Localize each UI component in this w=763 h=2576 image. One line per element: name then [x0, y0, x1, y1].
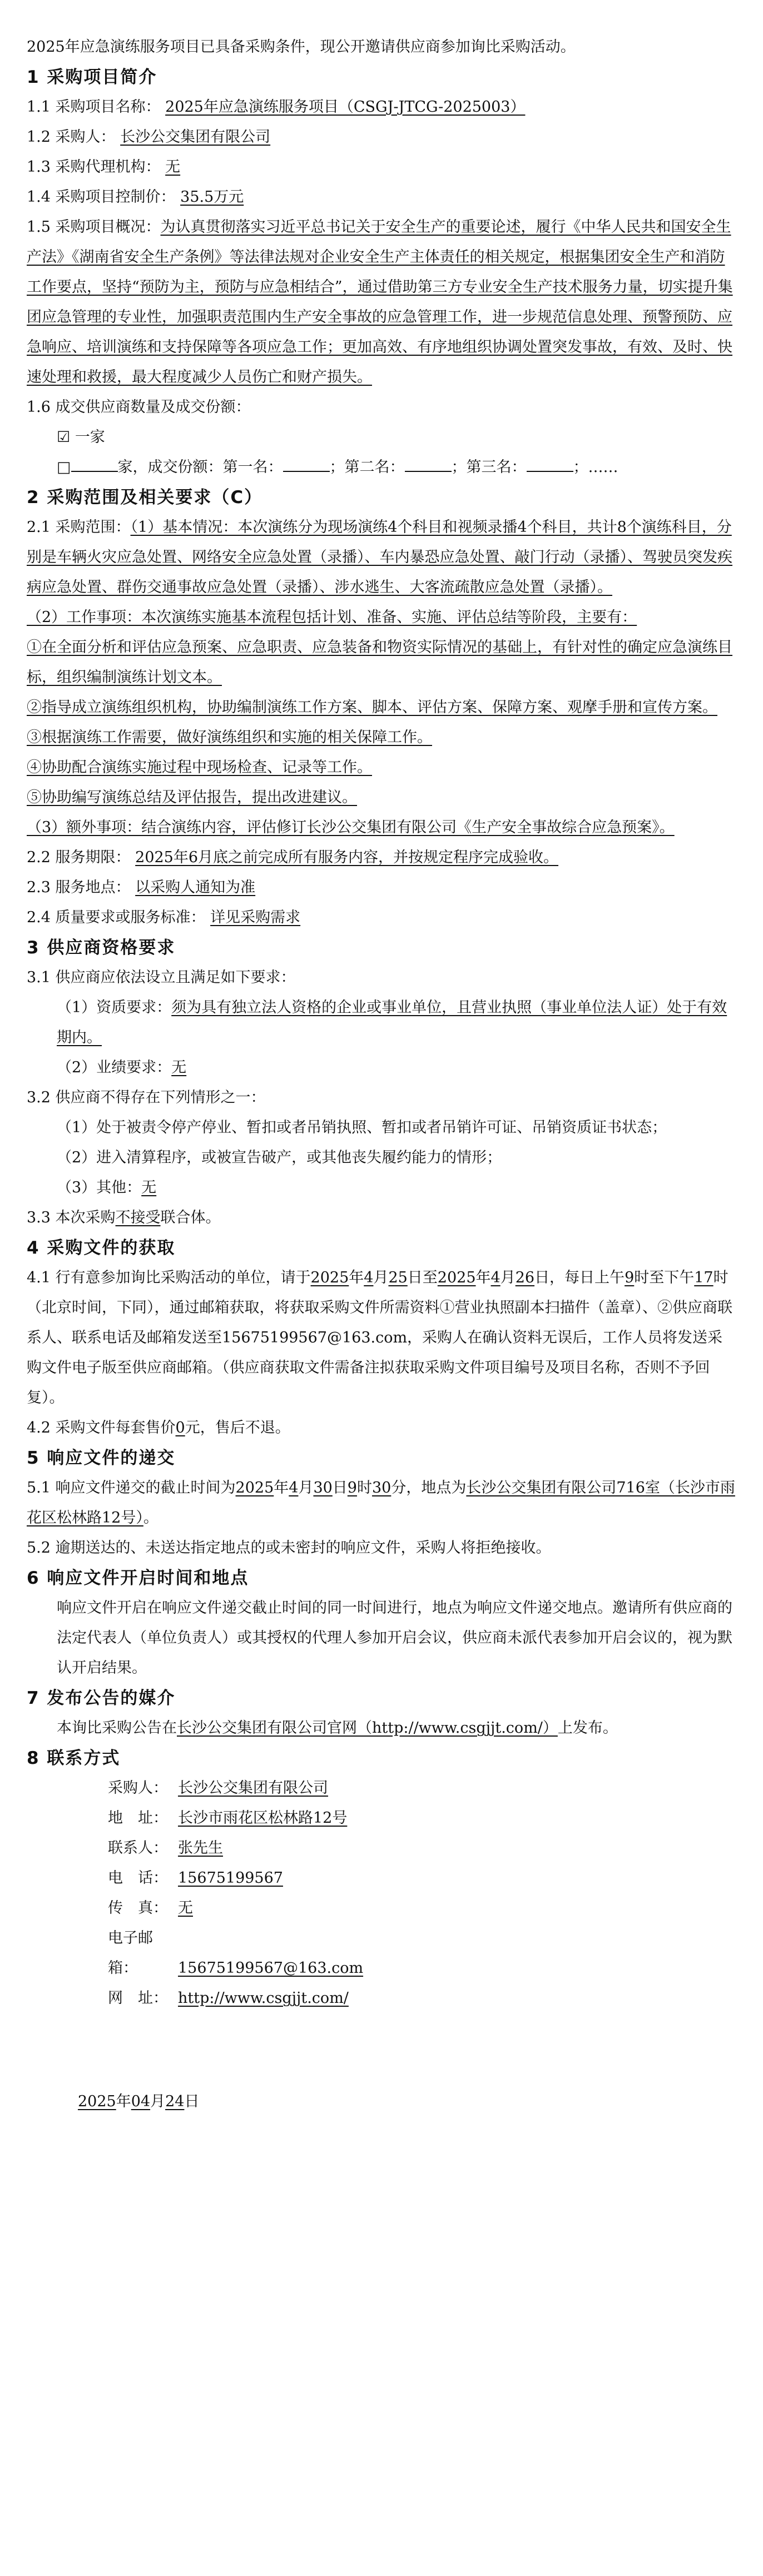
intro-paragraph: 2025年应急演练服务项目已具备采购条件，现公开邀请供应商参加询比采购活动。	[27, 38, 576, 56]
scope-item-4: ④协助配合演练实施过程中现场检查、记录等工作。	[27, 759, 372, 776]
contact-row-person: 联系人： 张先生	[108, 1839, 223, 1857]
media-line: 本询比采购公告在长沙公交集团有限公司官网（http://www.csgjjt.com/）上发布。	[57, 1719, 618, 1737]
contact-row-phone: 电 话： 15675199567	[108, 1869, 283, 1887]
scope-work-items: （2）工作事项：本次演练实施基本流程包括计划、准备、实施、评估总结等阶段，主要有：	[27, 609, 637, 626]
scope-basic-text: （1）基本情况：本次演练分为现场演练4个科目和视频录播4个科目，共计8个演练科目，分别是车辆火灾应急处置、网络安全应急处置（录播）、车内暴恐应急处置、敲门行动（录播）、驾驶员突发疾病应急处置、群伤交通事故应急处置（录播）、涉水逃生、大客流疏散应急处置（录播）。	[27, 519, 732, 596]
first-share-blank	[283, 455, 330, 472]
section-3-title: 3 供应商资格要求	[27, 938, 176, 958]
scope-item-1: ①在全面分析和评估应急预案、应急职责、应急装备和物资实际情况的基础上，有针对性的确定应急演练目标，组织编制演练计划文本。	[27, 639, 732, 686]
requirement-3-2: 3.2 供应商不得存在下列情形之一：	[27, 1089, 266, 1106]
agent-line: 1.3 采购代理机构： 无	[27, 158, 181, 176]
suppliers-line: 1.6 成交供应商数量及成交份额：	[27, 399, 251, 416]
contact-website-link[interactable]: http://www.csgjjt.com/	[178, 1990, 349, 2007]
overview-paragraph: 1.5 采购项目概况：为认真贯彻落实习近平总书记关于安全生产的重要论述，履行《中华人民共和国安全生产法》《湖南省安全生产条例》等法律法规对企业安全生产主体责任的相关规定，根据集团安全生产和消防工作要点，坚持“预防为主，预防与应急相结合”，通过借助第三方专业安全生产技术服务力量，切实提升集团应急管理的专业性，加强职责范围内生产安全事故的应急管理工作，进一步规范信息处理、预警预防、应急响应、培训演练和支持保障等各项应急工作；更加高效、有序地组织协调处置突发事故，有效、及时、快速处理和救援，最大程度减少人员伤亡和财产损失。	[27, 218, 733, 386]
contact-list	[27, 1773, 736, 2013]
count-blank	[71, 455, 118, 472]
supplier-option-one: ☑ 一家	[57, 429, 105, 446]
media-link[interactable]: 长沙公交集团有限公司官网（http://www.csgjjt.com/）	[177, 1719, 558, 1737]
exclusion-1: （1）处于被责令停产停业、暂扣或者吊销执照、暂扣或者吊销许可证、吊销资质证书状态；	[57, 1119, 667, 1136]
section-5-title: 5 响应文件的递交	[27, 1448, 176, 1468]
section-4-title: 4 采购文件的获取	[27, 1238, 176, 1258]
contact-row-fax: 传 真： 无	[108, 1899, 193, 1917]
performance-value: 无	[171, 1059, 187, 1076]
project-name-line: 1.1 采购项目名称： 2025年应急演练服务项目（CSGJ-JTCG-2025003）	[27, 98, 526, 116]
buyer-value: 长沙公交集团有限公司	[120, 128, 271, 146]
consortium-value: 不接受	[115, 1209, 161, 1226]
document-acquisition-paragraph: 4.1 行有意参加询比采购活动的单位，请于2025年4月25日至2025年4月26日，每日上午9时至下午17时（北京时间，下同），通过邮箱获取，将获取采购文件所需资料①营业执照副本扫描件（盖章）、②供应商联系人、联系电话及邮箱发送至15675199567@163.com，采购人在确认资料无误后，工作人员将发送采购文件电子版至供应商邮箱。（供应商获取文件需备注拟获取采购文件项目编号及项目名称，否则不予回复）。	[27, 1269, 732, 1406]
section-1-title: 1 采购项目简介	[27, 67, 157, 87]
contact-email-link[interactable]: 15675199567@163.com	[178, 1960, 364, 1977]
service-place-value: 以采购人通知为准	[135, 879, 256, 896]
service-period-value: 2025年6月底之前完成所有服务内容，并按规定程序完成验收。	[135, 849, 559, 866]
closing-date: 2025年04月24日	[78, 2093, 200, 2110]
scope-item-5: ⑤协助编写演练总结及评估报告，提出改进建议。	[27, 789, 357, 806]
contact-row-website: 网 址： http://www.csgjjt.com/	[108, 1990, 349, 2007]
quality-value: 详见采购需求	[210, 909, 301, 926]
document-price-line: 4.2 采购文件每套售价0元，售后不退。	[27, 1419, 290, 1436]
section-6-title: 6 响应文件开启时间和地点	[27, 1568, 249, 1588]
submission-address: 长沙公交集团有限公司716室（长沙市雨花区松林路12号）	[27, 1479, 735, 1526]
second-share-blank	[405, 455, 452, 472]
section-2-title: 2 采购范围及相关要求（C）	[27, 488, 263, 508]
price-line: 1.4 采购项目控制价： 35.5万元	[27, 188, 244, 206]
scope-item-3: ③根据演练工作需要，做好演练组织和实施的相关保障工作。	[27, 729, 432, 746]
overview-text: 为认真贯彻落实习近平总书记关于安全生产的重要论述，履行《中华人民共和国安全生产法》《湖南省安全生产条例》等法律法规对企业安全生产主体责任的相关规定，根据集团安全生产和消防工作要点，坚持“预防为主，预防与应急相结合”，通过借助第三方专业安全生产技术服务力量，切实提升集团应急管理的专业性，加强职责范围内生产安全事故的应急管理工作，进一步规范信息处理、预警预防、应急响应、培训演练和支持保障等各项应急工作；更加高效、有序地组织协调处置突发事故，有效、及时、快速处理和救援，最大程度减少人员伤亡和财产损失。	[27, 218, 733, 386]
exclusion-2: （2）进入清算程序，或被宣告破产，或其他丧失履约能力的情形；	[57, 1149, 502, 1166]
submission-paragraph: 5.1 响应文件递交的截止时间为2025年4月30日9时30分，地点为长沙公交集团有限公司716室（长沙市雨花区松林路12号）。	[27, 1479, 735, 1526]
service-place-line: 2.3 服务地点： 以采购人通知为准	[27, 879, 256, 896]
consortium-line: 3.3 本次采购不接受联合体。	[27, 1209, 221, 1226]
service-period-line: 2.2 服务期限： 2025年6月底之前完成所有服务内容，并按规定程序完成验收。	[27, 849, 559, 866]
scope-item-5-line	[27, 783, 736, 813]
late-submission-line: 5.2 逾期送达的、未送达指定地点的或未密封的响应文件，采购人将拒绝接收。	[27, 1539, 551, 1556]
contact-row-email: 电子邮箱： 15675199567@163.com	[108, 1929, 364, 1977]
exclusion-3-value: 无	[141, 1179, 157, 1196]
contact-row-address: 地 址： 长沙市雨花区松林路12号	[108, 1809, 348, 1827]
performance-line: （2）业绩要求：无	[57, 1059, 187, 1076]
scope-item-4-line	[27, 753, 736, 783]
unchecked-box-icon[interactable]: □	[57, 459, 71, 476]
third-share-blank	[527, 455, 573, 472]
exclusion-3-line: （3）其他：无	[57, 1179, 157, 1196]
buyer-line: 1.2 采购人： 长沙公交集团有限公司	[27, 128, 271, 146]
scope-extra-items: （3）额外事项：结合演练内容，评估修订长沙公交集团有限公司《生产安全事故综合应急预案》。	[27, 819, 675, 836]
document-price-value: 0	[175, 1419, 185, 1436]
scope-item-3-line	[27, 723, 736, 753]
supplier-option-multi: □ 家，成交份额：第一名： ；第二名： ；第三名： ；……	[27, 452, 736, 483]
qualification-value: 须为具有独立法人资格的企业或事业单位，且营业执照（事业单位法人证）处于有效期内。	[57, 999, 727, 1046]
section-7-title: 7 发布公告的媒介	[27, 1688, 176, 1708]
opening-paragraph: 响应文件开启在响应文件递交截止时间的同一时间进行，地点为响应文件递交地点。邀请所有供应商的法定代表人（单位负责人）或其授权的代理人参加开启会议，供应商未派代表参加开启会议的，视为默认开启结果。	[57, 1599, 732, 1677]
price-value: 35.5万元	[180, 188, 244, 206]
qualification-line: （1）资质要求：须为具有独立法人资格的企业或事业单位，且营业执照（事业单位法人证）处于有效期内。	[57, 999, 727, 1046]
contact-row-buyer: 采购人： 长沙公交集团有限公司	[108, 1779, 328, 1797]
checked-box-icon[interactable]: ☑	[57, 429, 71, 446]
project-name-value: 2025年应急演练服务项目（CSGJ-JTCG-2025003）	[165, 98, 526, 116]
agent-value: 无	[165, 158, 181, 176]
scope-item-2: ②指导成立演练组织机构，协助编制演练工作方案、脚本、评估方案、保障方案、观摩手册和宣传方案。	[27, 699, 717, 716]
scope-paragraph: 2.1 采购范围：（1）基本情况：本次演练分为现场演练4个科目和视频录播4个科目，共计8个演练科目，分别是车辆火灾应急处置、网络安全应急处置（录播）、车内暴恐应急处置、敲门行动（录播）、驾驶员突发疾病应急处置、群伤交通事故应急处置（录播）、涉水逃生、大客流疏散应急处置（录播）。	[27, 519, 732, 596]
requirement-3-1: 3.1 供应商应依法设立且满足如下要求：	[27, 969, 296, 986]
section-8-title: 8 联系方式	[27, 1748, 121, 1768]
quality-line: 2.4 质量要求或服务标准： 详见采购需求	[27, 909, 301, 926]
